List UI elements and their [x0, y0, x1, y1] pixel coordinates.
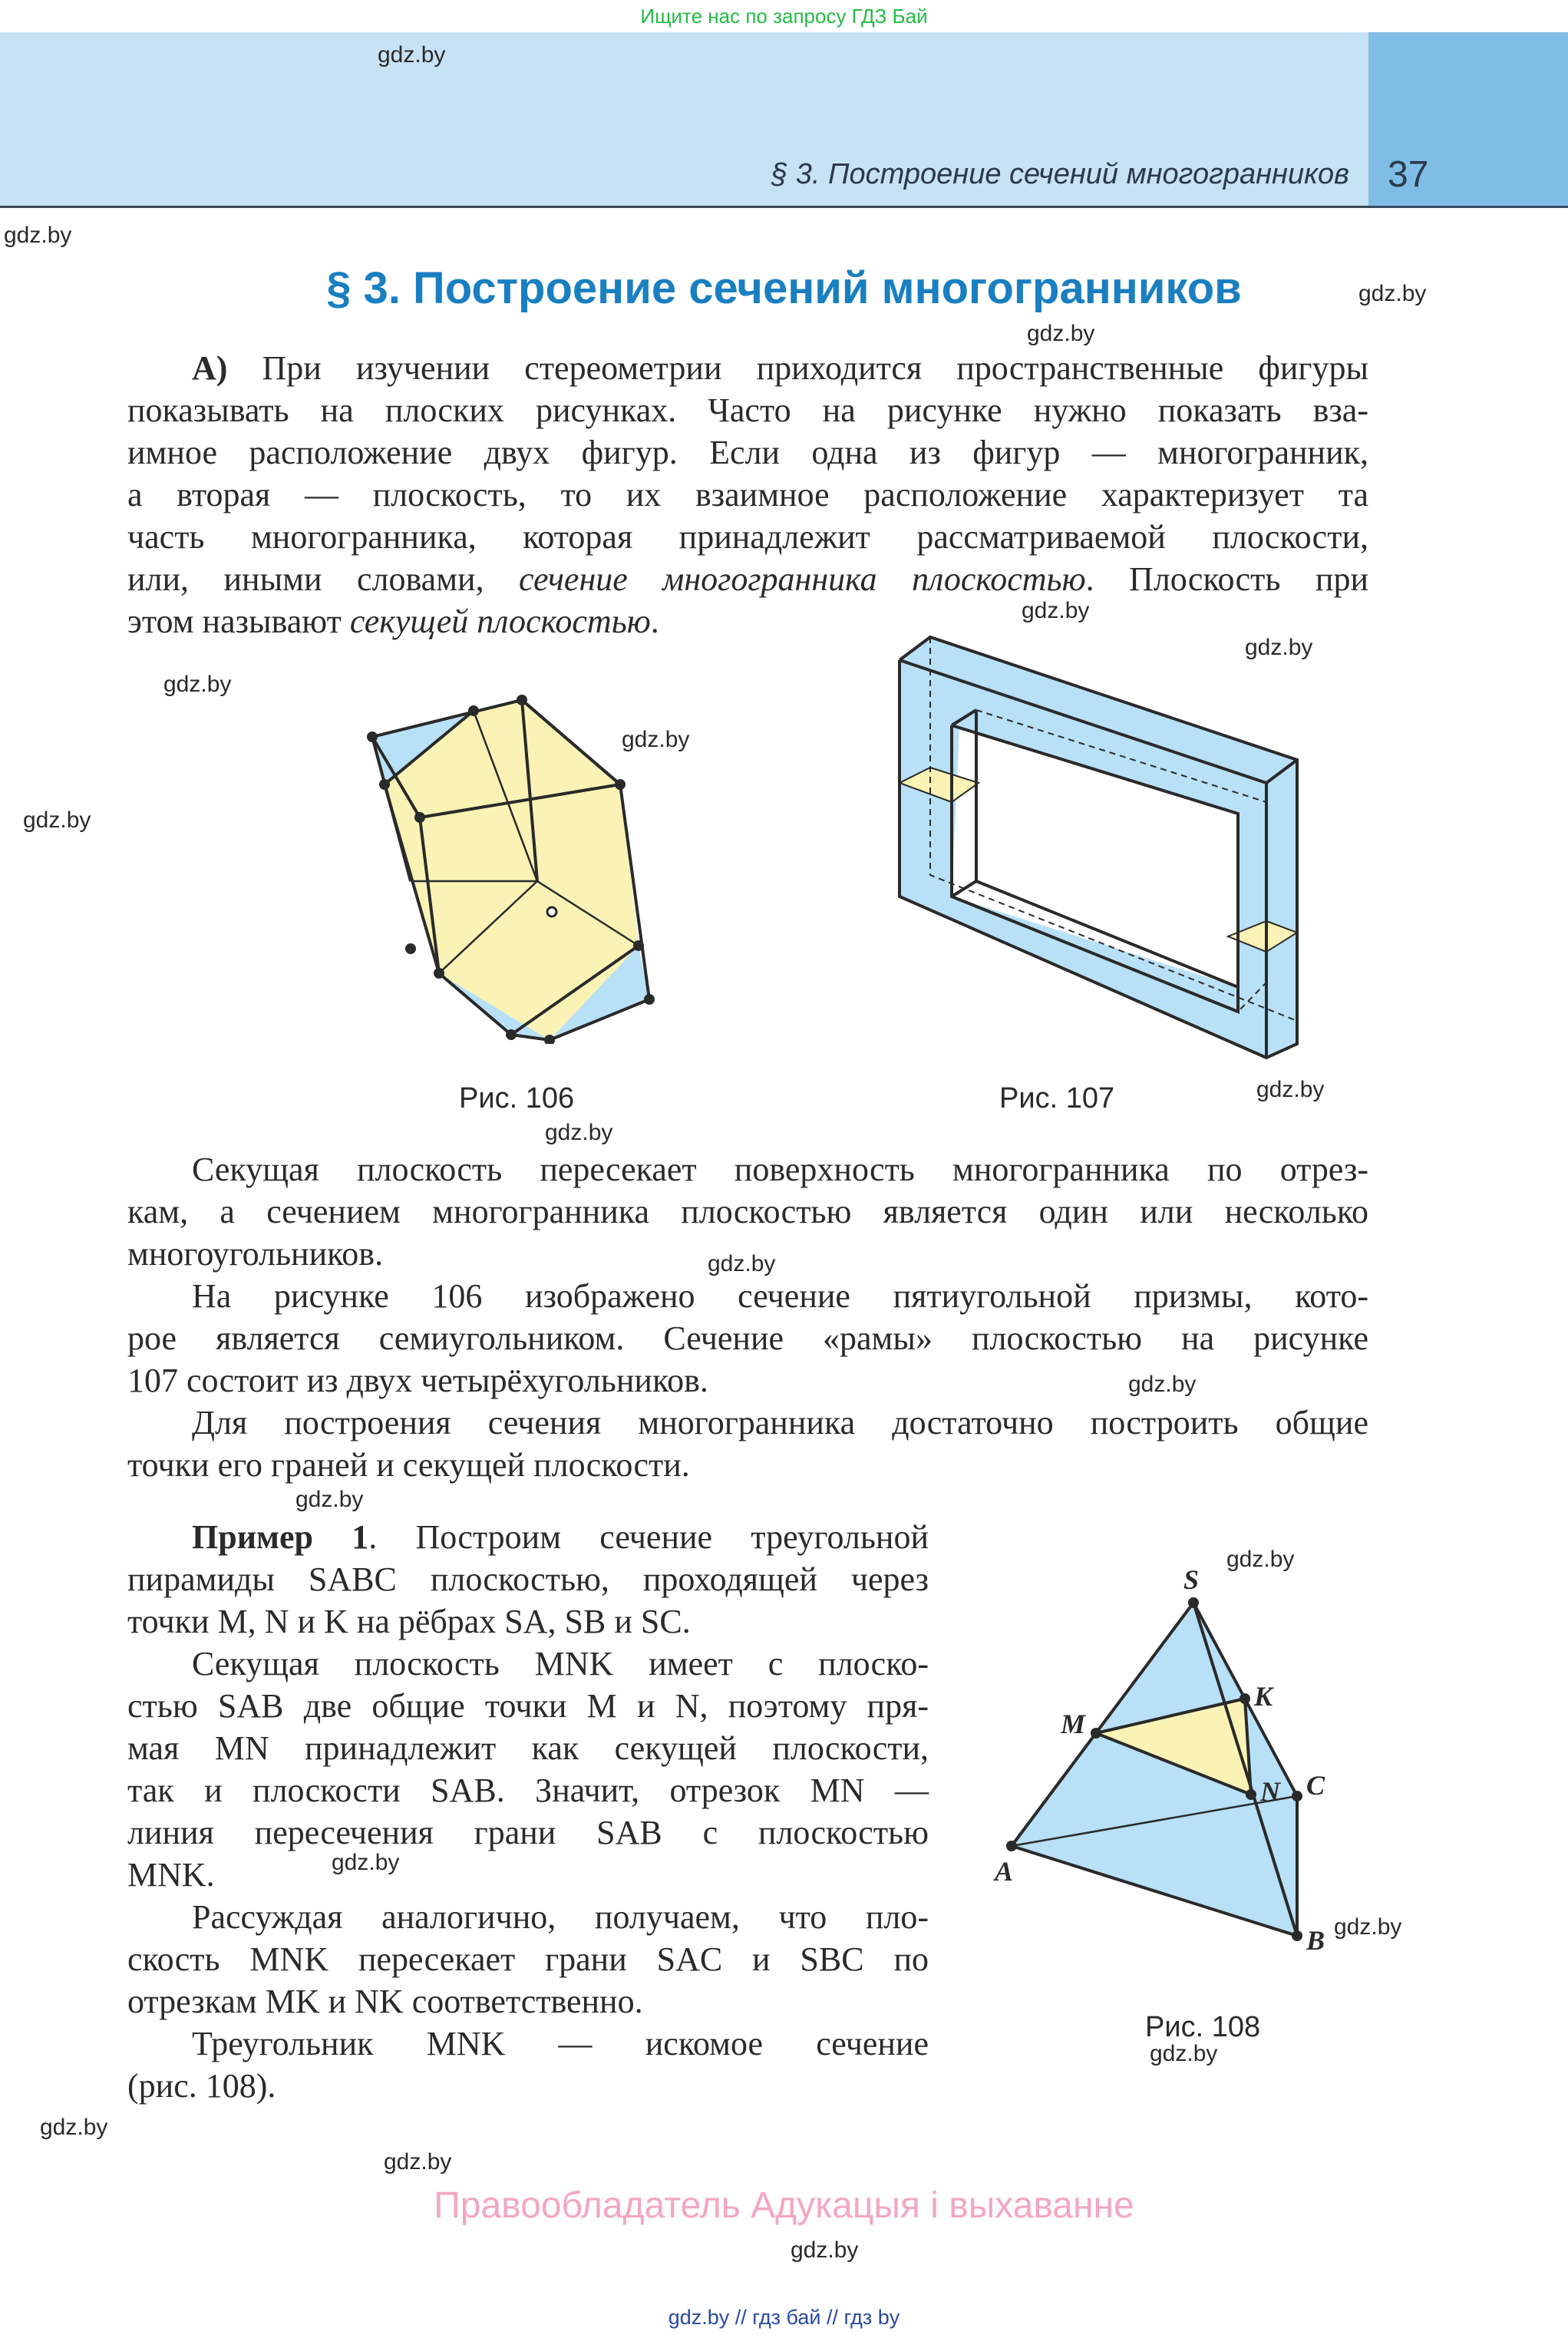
header-rule: [0, 206, 1568, 208]
watermark: gdz.by: [1226, 1547, 1295, 1572]
example-line-1: Пример 1. Построим сечение треугольной: [192, 1518, 929, 1556]
watermark: gdz.by: [384, 2149, 452, 2175]
watermark: gdz.by: [708, 1251, 776, 1276]
pyramid-label-s: S: [1183, 1564, 1200, 1595]
page-number: 37: [1388, 154, 1429, 195]
watermark: gdz.by: [1256, 1077, 1325, 1102]
figure-107-caption: Рис. 107: [999, 1082, 1115, 1115]
watermark: gdz.by: [622, 727, 690, 752]
paragraph-2: На рисунке 106 изображено сечение пятиугольной призмы, кото- рое является семиугольником. Сечение «рамы» плоскостью на рисунке 107 состоит из двух четырёхугольников.: [127, 1277, 1368, 1399]
pyramid-label-n: N: [1260, 1776, 1280, 1807]
footer-links[interactable]: gdz.by // гдз бай // гдз by: [668, 2306, 900, 2329]
intro-line-4: а вторая — плоскость, то их взаимное расположение характеризует та: [127, 476, 1368, 514]
watermark: gdz.by: [40, 2115, 108, 2140]
copyright-notice: Правообладатель Адукацыя і выхаванне: [434, 2185, 1134, 2226]
top-banner[interactable]: Ищите нас по запросу ГДЗ Бай: [640, 5, 928, 28]
running-title: § 3. Построение сечений многогранников: [771, 158, 1349, 190]
figure-108-pyramid: [982, 1550, 1381, 1965]
intro-paragraph: [127, 347, 1368, 642]
figure-106-prism: [353, 675, 675, 1044]
watermark: gdz.by: [4, 223, 72, 248]
watermark: gdz.by: [295, 1487, 364, 1512]
paragraph-1: Секущая плоскость пересекает поверхность многогранника по отрез- кам, а сечением многогранника плоскостью является один или несколько многоугольников.: [127, 1151, 1368, 1273]
watermark: gdz.by: [1358, 281, 1427, 306]
example-label: Пример 1: [192, 1518, 369, 1556]
figure-107-frame: [890, 629, 1305, 1059]
intro-line-1: А) При изучении стереометрии приходится пространственные фигуры: [192, 349, 1369, 387]
pyramid-label-k: K: [1254, 1681, 1273, 1712]
intro-line-6: или, иными словами, сечение многогранника плоскостью. Плоскость при: [127, 560, 1369, 598]
figure-106-caption: Рис. 106: [459, 1082, 575, 1115]
pyramid-label-b: B: [1306, 1925, 1325, 1956]
watermark: gdz.by: [791, 2237, 859, 2263]
term-section: сечение многогранника плоскостью: [519, 560, 1086, 598]
pyramid-label-a: A: [995, 1856, 1014, 1887]
intro-line-5: часть многогранника, которая принадлежит рассматриваемой плоскости,: [127, 518, 1368, 556]
term-cutting-plane: секущей плоскостью: [349, 603, 651, 640]
intro-marker: А): [192, 349, 228, 387]
watermark: gdz.by: [378, 42, 446, 68]
watermark: gdz.by: [1245, 635, 1313, 660]
paragraph-3: Для построения сечения многогранника достаточно построить общие точки его граней и секущей плоскости.: [127, 1404, 1368, 1484]
pyramid-label-m: M: [1061, 1709, 1086, 1739]
watermark: gdz.by: [23, 807, 91, 833]
figure-108-caption: Рис. 108: [1145, 2011, 1261, 2043]
watermark: gdz.by: [332, 1850, 400, 1875]
watermark: gdz.by: [1150, 2041, 1218, 2066]
watermark: gdz.by: [1027, 321, 1095, 346]
section-title: § 3. Построение сечений многогранников: [326, 263, 1242, 313]
intro-line-2: показывать на плоских рисунках. Часто на рисунке нужно показать вза-: [127, 391, 1368, 429]
intro-line-7: этом называют секущей плоскостью.: [127, 603, 659, 640]
watermark: gdz.by: [163, 672, 232, 697]
watermark: gdz.by: [545, 1120, 613, 1145]
watermark: gdz.by: [1128, 1372, 1197, 1397]
example-1: Пример 1. Построим сечение треугольной пирамиды SABC плоскостью, проходящей через точки M, N и K на рёбрах SA, SB и SC. Секущая плоскость MNK имеет с плоско- стью SAB две общие точки M и N, поэтому пря- мая MN принадлежит как секущей плоскости, так и плоскости SAB. Значит, отрезок MN — линия пересечения грани SAB с плоскостью MNK. Рассуждая аналогично, получаем, что пло- скость MNK пересекает грани SAC и SBC по отрезкам MK и NK соответственно. Треугольник MNK — искомое сечение (рис. 108).: [127, 1516, 929, 2107]
watermark: gdz.by: [1022, 598, 1090, 623]
watermark: gdz.by: [1334, 1914, 1402, 1940]
intro-line-3: имное расположение двух фигур. Если одна из фигур — многогранник,: [127, 434, 1368, 471]
pyramid-label-c: C: [1306, 1770, 1325, 1801]
